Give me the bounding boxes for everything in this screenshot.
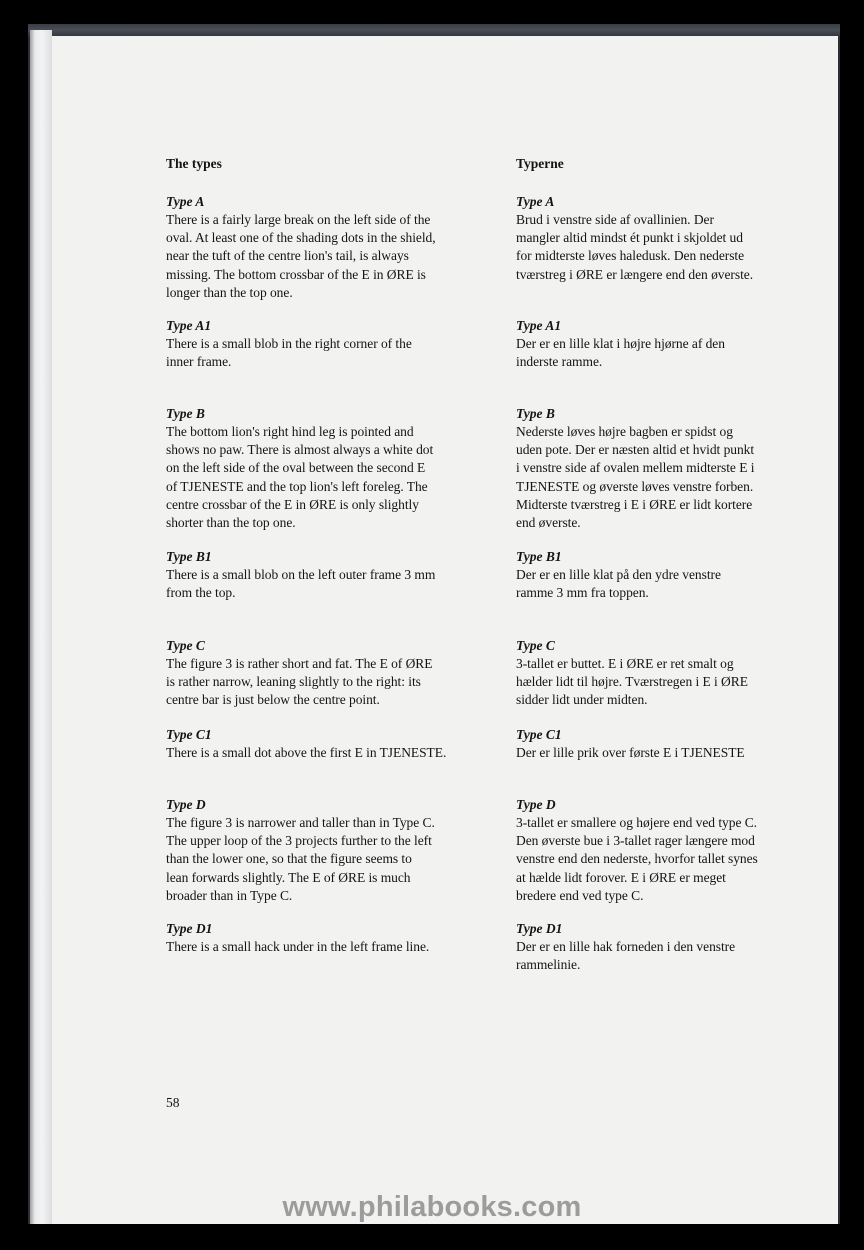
entry-text: Nederste løves højre bagben er spidst og uden pote. Der er næsten altid et hvidt punkt i venstre side af ovalen mellem midterste E i TJENESTE og øverste løves venstre forben. Midterste tværstreg i E i ØRE er lidt kortere end øverste.: [516, 424, 755, 531]
entry-title: Type A1: [166, 318, 212, 333]
danish-heading: Typerne: [516, 156, 564, 171]
entry-text: The figure 3 is rather short and fat. The E of ØRE is rather narrow, leaning slightly to the right: its centre bar is just below the centre point.: [166, 656, 433, 708]
entry-text: Der er lille prik over første E i TJENESTE: [516, 745, 745, 760]
book-spine: [30, 30, 52, 1224]
entry-title: Type A1: [516, 318, 562, 333]
entry-title: Type C1: [516, 727, 562, 742]
english-entry-type-a1: [166, 317, 496, 371]
english-entry-type-a: [166, 193, 496, 302]
entry-text: Brud i venstre side af ovallinien. Der mangler altid mindst ét punkt i skjoldet ud for midterste løves haledusk. Den nederste tværstreg i ØRE er længere end den øverste.: [516, 212, 754, 282]
entry-text: There is a small dot above the first E in TJENESTE.: [166, 745, 447, 760]
entry-title: Type C: [516, 638, 555, 653]
entry-text: There is a small hack under in the left frame line.: [166, 939, 430, 954]
english-entry-type-b1: [166, 548, 496, 602]
english-heading: The types: [166, 156, 222, 171]
entry-text: There is a small blob in the right corner of the inner frame.: [166, 336, 412, 370]
entry-title: Type D: [166, 797, 206, 812]
entry-title: Type C: [166, 638, 205, 653]
english-entry-type-d1: [166, 920, 496, 956]
danish-column: [516, 155, 846, 973]
entry-title: Type B: [166, 406, 205, 421]
entry-text: 3-tallet er smallere og højere end ved type C. Den øverste bue i 3-tallet rager længere mod venstre end den nederste, hvorfor tallet synes at hælde lidt forover. E i ØRE er meget bredere end ved type C.: [516, 815, 758, 903]
english-entry-type-b: [166, 405, 496, 532]
english-entry-type-c: [166, 637, 496, 710]
entry-text: 3-tallet er buttet. E i ØRE er ret smalt og hælder lidt til højre. Tværstregen i E i ØRE sidder lidt under midten.: [516, 656, 748, 708]
entry-title: Type D: [516, 797, 556, 812]
entry-title: Type C1: [166, 727, 212, 742]
danish-entry-type-c: [516, 637, 846, 710]
danish-entry-type-a: [516, 193, 846, 284]
book-page: [52, 36, 838, 1224]
entry-text: There is a fairly large break on the left side of the oval. At least one of the shading dots in the shield, near the tuft of the centre lion's tail, is always missing. The bottom crossbar of the E in ØRE is longer than the top one.: [166, 212, 436, 300]
entry-title: Type B: [516, 406, 555, 421]
danish-entry-type-b: [516, 405, 846, 532]
english-column: [166, 155, 496, 954]
entry-text: The figure 3 is narrower and taller than in Type C. The upper loop of the 3 projects further to the left than the lower one, so that the figure seems to lean forwards slightly. The E of ØRE is much broader than in Type C.: [166, 815, 435, 903]
page-number: 58: [166, 1095, 180, 1110]
entry-title: Type A: [516, 194, 555, 209]
entry-title: Type B1: [166, 549, 212, 564]
danish-entry-type-a1: [516, 317, 846, 371]
entry-text: The bottom lion's right hind leg is pointed and shows no paw. There is almost always a white dot on the left side of the oval between the second E of TJENESTE and the top lion's left foreleg. The centre crossbar of the E in ØRE is only slightly shorter than the top one.: [166, 424, 434, 531]
entry-title: Type B1: [516, 549, 562, 564]
entry-text: Der er en lille klat i højre hjørne af den inderste ramme.: [516, 336, 725, 370]
entry-text: There is a small blob on the left outer frame 3 mm from the top.: [166, 567, 436, 601]
entry-title: Type D1: [516, 921, 563, 936]
watermark: www.philabooks.com: [282, 1191, 582, 1223]
entry-text: Der er en lille klat på den ydre venstre ramme 3 mm fra toppen.: [516, 567, 721, 601]
english-entry-type-c1: [166, 726, 496, 762]
entry-title: Type D1: [166, 921, 213, 936]
english-entry-type-d: [166, 796, 496, 905]
danish-entry-type-b1: [516, 548, 846, 602]
danish-entry-type-c1: [516, 726, 846, 762]
danish-entry-type-d1: [516, 920, 846, 974]
entry-text: Der er en lille hak forneden i den venstre rammelinie.: [516, 939, 736, 973]
danish-entry-type-d: [516, 796, 846, 905]
entry-title: Type A: [166, 194, 205, 209]
